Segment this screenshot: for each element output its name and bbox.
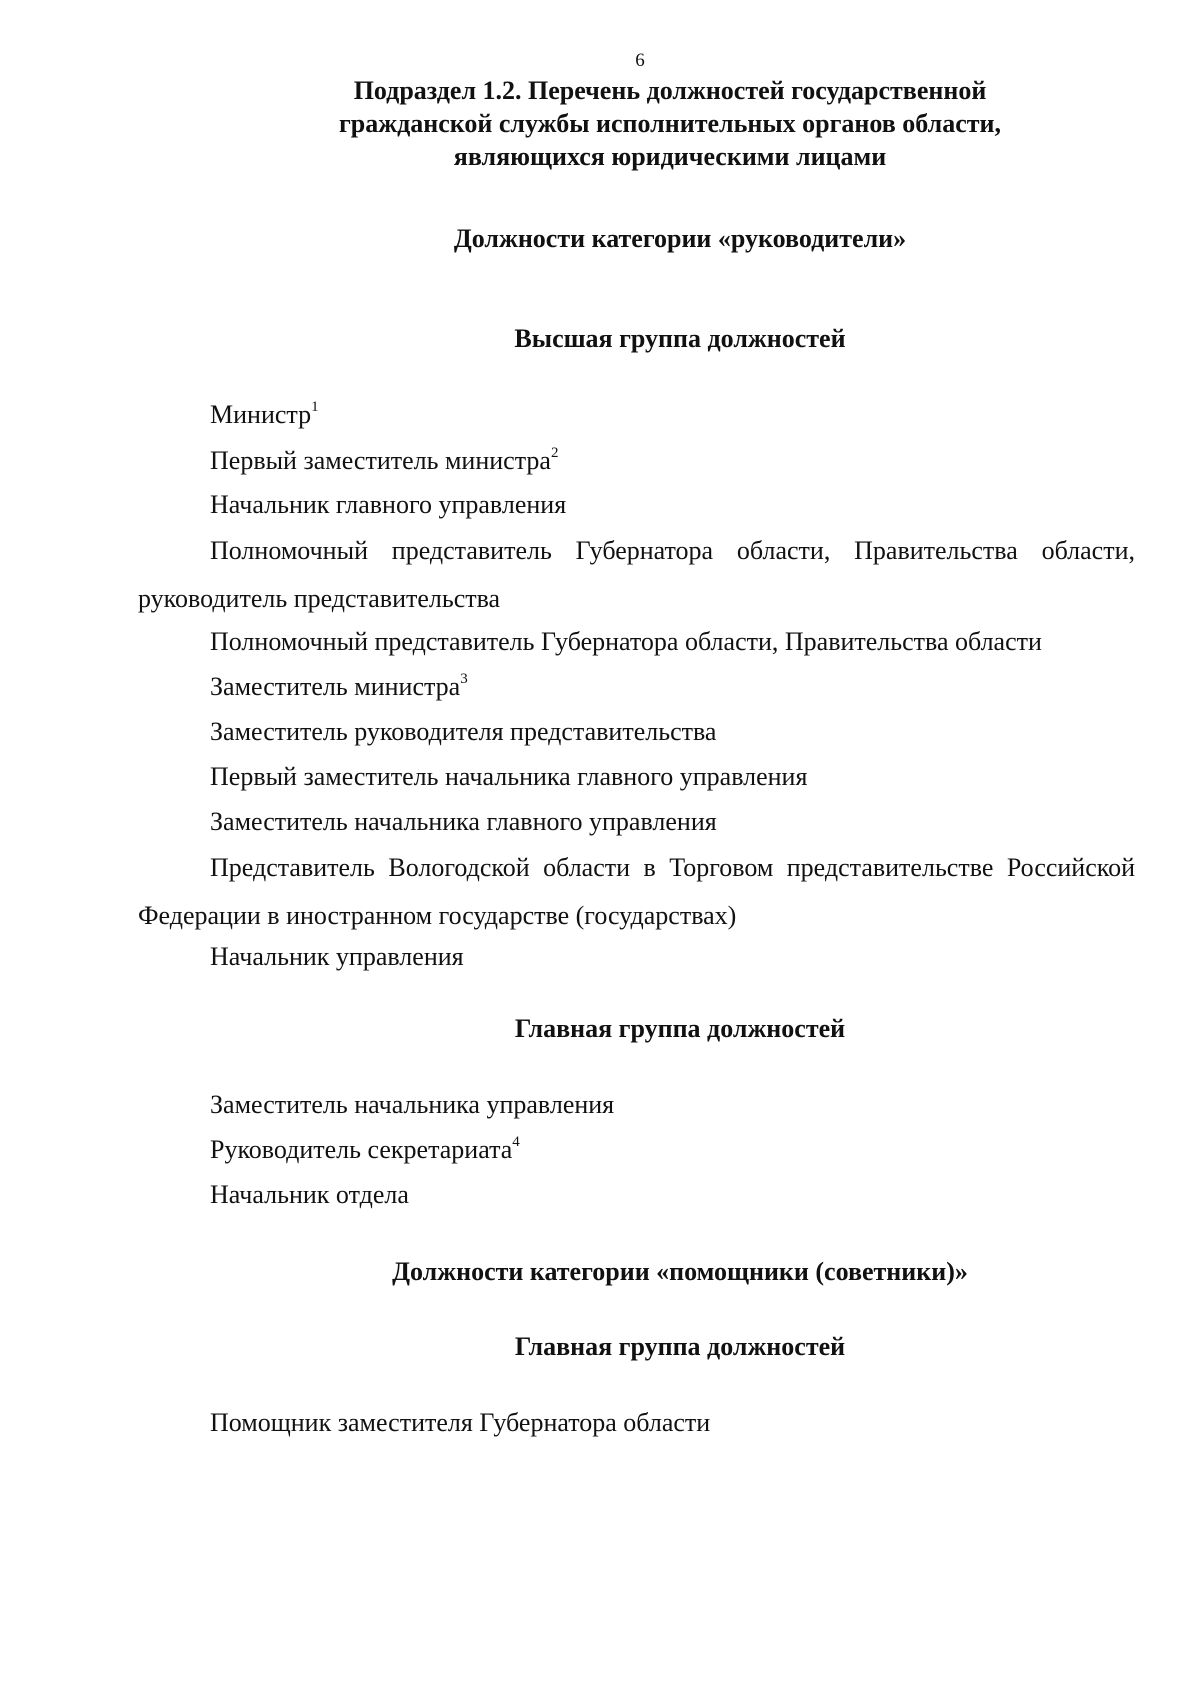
title-line: Подраздел 1.2. Перечень должностей государственной bbox=[353, 76, 987, 105]
page-number: 6 bbox=[635, 50, 645, 71]
list-item bbox=[210, 940, 464, 973]
item-text: Начальник отдела bbox=[210, 1180, 409, 1209]
subsection-title bbox=[290, 74, 1050, 173]
item-text: Руководитель секретариата bbox=[210, 1135, 513, 1164]
item-text: Первый заместитель начальника главного управления bbox=[210, 762, 808, 791]
group-heading-highest: Высшая группа должностей bbox=[514, 324, 846, 353]
footnote-mark: 2 bbox=[550, 445, 559, 461]
item-text: Начальник управления bbox=[210, 942, 464, 971]
list-item bbox=[210, 444, 558, 477]
item-text: Помощник заместителя Губернатора области bbox=[210, 1408, 711, 1437]
item-text: Министр bbox=[210, 400, 312, 429]
title-line: являющихся юридическими лицами bbox=[453, 142, 887, 171]
footnote-mark: 1 bbox=[311, 399, 319, 415]
list-item-wrapped: Полномочный представитель Губернатора области, Правительства области, руководитель представительства bbox=[138, 536, 1135, 613]
item-text: Полномочный представитель Губернатора области, Правительства области bbox=[210, 627, 1042, 656]
category-heading-leaders: Должности категории «руководители» bbox=[453, 224, 907, 253]
list-item bbox=[210, 760, 807, 793]
item-text: Заместитель министра bbox=[210, 672, 461, 701]
list-item bbox=[210, 670, 468, 703]
list-item bbox=[210, 1178, 409, 1211]
list-item bbox=[210, 1406, 710, 1439]
list-item bbox=[210, 715, 716, 748]
list-item bbox=[210, 1088, 614, 1121]
item-text: Первый заместитель министра bbox=[210, 446, 551, 475]
item-text: Заместитель начальника управления bbox=[210, 1090, 615, 1119]
list-item-wrapped: Представитель Вологодской области в Торговом представительстве Российской Федерации в иностранном государстве (государствах) bbox=[138, 853, 1135, 930]
item-text: Заместитель руководителя представительства bbox=[210, 717, 717, 746]
footnote-mark: 3 bbox=[460, 671, 468, 687]
item-text: Начальник главного управления bbox=[210, 490, 567, 519]
list-item bbox=[210, 625, 1042, 658]
list-item bbox=[210, 1133, 520, 1166]
footnote-mark: 4 bbox=[512, 1134, 520, 1150]
group-heading-main-2: Главная группа должностей bbox=[514, 1332, 846, 1361]
list-item bbox=[210, 805, 717, 838]
title-line: гражданской службы исполнительных органов области, bbox=[338, 109, 1001, 138]
item-text: Заместитель начальника главного управления bbox=[210, 807, 717, 836]
group-heading-main: Главная группа должностей bbox=[514, 1014, 846, 1043]
list-item bbox=[210, 398, 319, 431]
category-heading-assistants: Должности категории «помощники (советники)» bbox=[392, 1257, 968, 1286]
list-item bbox=[210, 488, 566, 521]
